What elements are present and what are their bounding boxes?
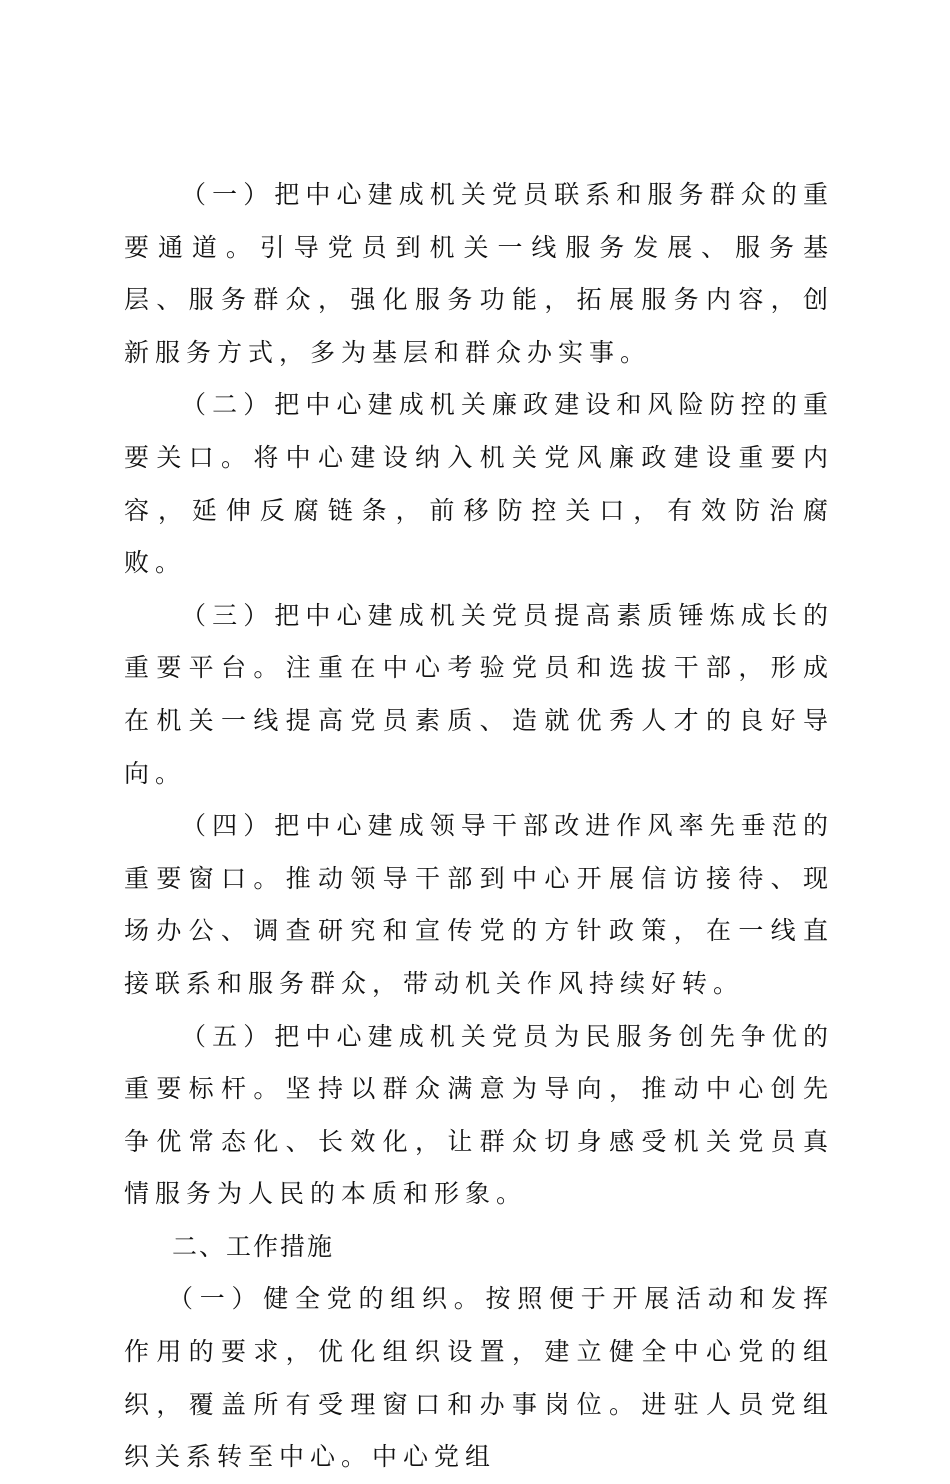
paragraph-leadership-window: （四）把中心建成领导干部改进作风率先垂范的重要窗口。推动领导干部到中心开展信访接待、现场办公、调查研究和宣传党的方针政策，在一线直接联系和服务群众，带动机关作风持续好转。 bbox=[124, 811, 834, 998]
paragraph-quality-platform: （三）把中心建成机关党员提高素质锤炼成长的重要平台。注重在中心考验党员和选拔干部，形成在机关一线提高党员素质、造就优秀人才的良好导向。 bbox=[124, 600, 834, 788]
paragraph-integrity-gateway: （二）把中心建成机关廉政建设和风险防控的重要关口。将中心建设纳入机关党风廉政建设重要内容，延伸反腐链条，前移防控关口，有效防治腐败。 bbox=[124, 390, 834, 578]
paragraph-excellence-benchmark: （五）把中心建成机关党员为民服务创先争优的重要标杆。坚持以群众满意为导向，推动中心创先争优常态化、长效化，让群众切身感受机关党员真情服务为人民的本质和形象。 bbox=[124, 1021, 834, 1209]
paragraph-service-channel: （一）把中心建成机关党员联系和服务群众的重要通道。引导党员到机关一线服务发展、服务基层、服务群众，强化服务功能，拓展服务内容，创新服务方式，多为基层和群众办实事。 bbox=[124, 180, 834, 367]
document-body bbox=[124, 169, 834, 1484]
section-heading-work-measures: 二、工作措施 bbox=[172, 1231, 335, 1261]
paragraph-party-organization: （一）健全党的组织。按照便于开展活动和发挥作用的要求，优化组织设置，建立健全中心党的组织，覆盖所有受理窗口和办事岗位。进驻人员党组织关系转至中心。中心党组 bbox=[124, 1284, 834, 1472]
